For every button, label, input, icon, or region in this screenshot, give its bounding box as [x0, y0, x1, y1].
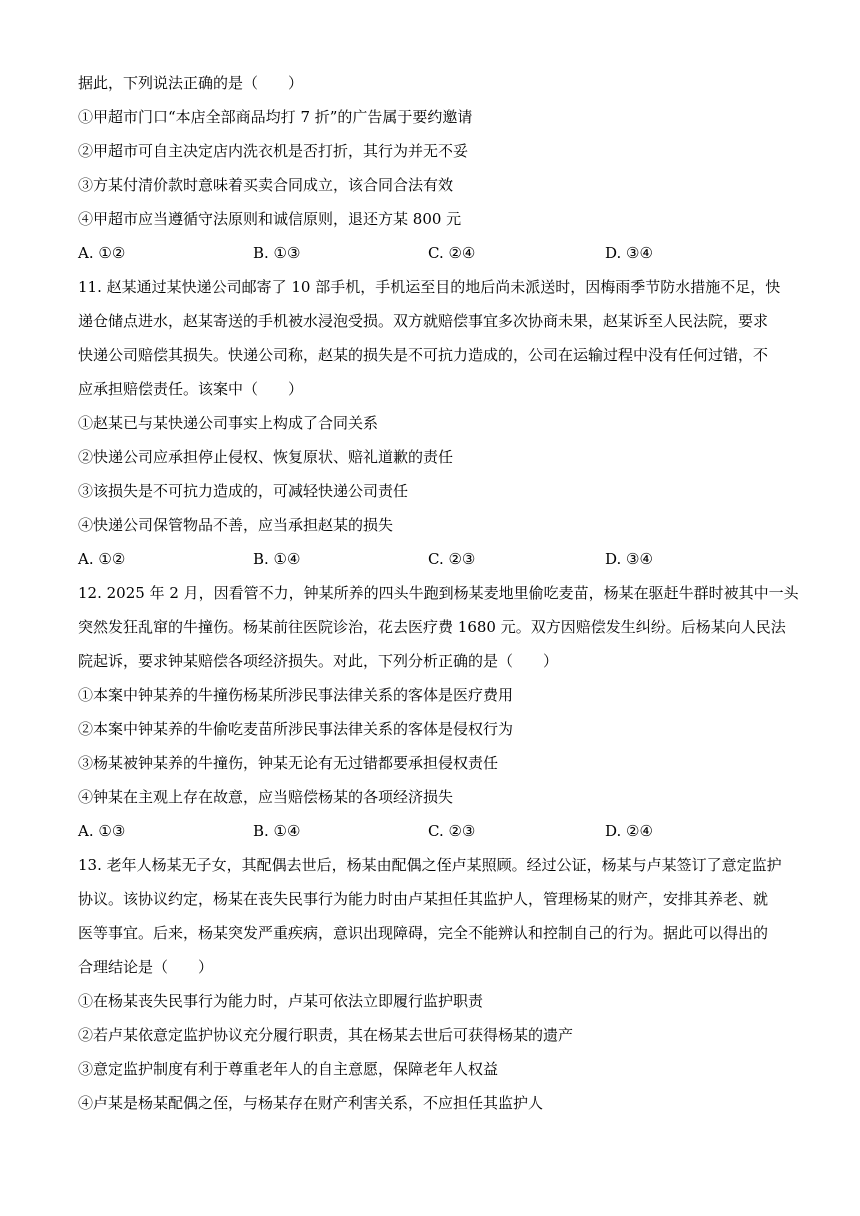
q11-stem-line-1: 11. 赵某通过某快递公司邮寄了 10 部手机，手机运至目的地后尚未派送时，因梅雨季节防水措施不足，快	[78, 278, 781, 296]
q10-option-b[interactable]: B. ①③	[253, 244, 301, 262]
q13-stem-line-1: 13. 老年人杨某无子女，其配偶去世后，杨某由配偶之侄卢某照顾。经过公证，杨某与卢某签订了意定监护	[78, 856, 782, 874]
q13-stem-line-4: 合理结论是（ ）	[78, 958, 214, 976]
q13-statement-1: ①在杨某丧失民事行为能力时，卢某可依法立即履行监护职责	[78, 992, 484, 1010]
q10-stem: 据此，下列说法正确的是（ ）	[78, 74, 304, 92]
q10-options	[78, 243, 798, 263]
q12-statement-4: ④钟某在主观上存在故意，应当赔偿杨某的各项经济损失	[78, 788, 454, 806]
q12-options	[78, 821, 798, 841]
q12-statement-3: ③杨某被钟某养的牛撞伤，钟某无论有无过错都要承担侵权责任	[78, 754, 499, 772]
q13-statement-2: ②若卢某依意定监护协议充分履行职责，其在杨某去世后可获得杨某的遗产	[78, 1026, 574, 1044]
q12-option-a[interactable]: A. ①③	[78, 822, 126, 840]
q12-option-d[interactable]: D. ②④	[605, 822, 653, 840]
q11-stem-line-2: 递仓储点进水，赵某寄送的手机被水浸泡受损。双方就赔偿事宜多次协商未果，赵某诉至人民法院，要求	[78, 312, 769, 330]
q11-option-c[interactable]: C. ②③	[428, 550, 476, 568]
q12-stem-line-1: 12. 2025 年 2 月，因看管不力，钟某所养的四头牛跑到杨某麦地里偷吃麦苗，杨某在驱赶牛群时被其中一头	[78, 584, 799, 602]
q11-statement-2: ②快递公司应承担停止侵权、恢复原状、赔礼道歉的责任	[78, 448, 454, 466]
q11-statement-3: ③该损失是不可抗力造成的，可减轻快递公司责任	[78, 482, 409, 500]
q11-stem-line-3: 快递公司赔偿其损失。快递公司称，赵某的损失是不可抗力造成的，公司在运输过程中没有任何过错，不	[78, 346, 769, 364]
q12-option-c[interactable]: C. ②③	[428, 822, 476, 840]
q10-option-d[interactable]: D. ③④	[605, 244, 653, 262]
q13-statement-4: ④卢某是杨某配偶之侄，与杨某存在财产利害关系，不应担任其监护人	[78, 1094, 544, 1112]
q13-stem-line-2: 协议。该协议约定，杨某在丧失民事行为能力时由卢某担任其监护人，管理杨某的财产，安排其养老、就	[78, 890, 769, 908]
q10-statement-3: ③方某付清价款时意味着买卖合同成立，该合同合法有效	[78, 176, 454, 194]
q12-stem-line-3: 院起诉，要求钟某赔偿各项经济损失。对此，下列分析正确的是（ ）	[78, 652, 559, 670]
q11-statement-4: ④快递公司保管物品不善，应当承担赵某的损失	[78, 516, 394, 534]
q11-option-d[interactable]: D. ③④	[605, 550, 653, 568]
q11-option-a[interactable]: A. ①②	[78, 550, 126, 568]
q10-statement-4: ④甲超市应当遵循守法原则和诚信原则，退还方某 800 元	[78, 210, 462, 228]
q13-stem-line-3: 医等事宜。后来，杨某突发严重疾病，意识出现障碍，完全不能辨认和控制自己的行为。据此可以得出的	[78, 924, 769, 942]
q10-option-c[interactable]: C. ②④	[428, 244, 476, 262]
q11-statement-1: ①赵某已与某快递公司事实上构成了合同关系	[78, 414, 379, 432]
q11-options	[78, 549, 798, 569]
q10-statement-2: ②甲超市可自主决定店内洗衣机是否打折，其行为并无不妥	[78, 142, 469, 160]
q12-stem-line-2: 突然发狂乱窜的牛撞伤。杨某前往医院诊治，花去医疗费 1680 元。双方因赔偿发生纠纷。后杨某向人民法	[78, 618, 786, 636]
q12-statement-2: ②本案中钟某养的牛偷吃麦苗所涉民事法律关系的客体是侵权行为	[78, 720, 514, 738]
q11-option-b[interactable]: B. ①④	[253, 550, 301, 568]
q12-option-b[interactable]: B. ①④	[253, 822, 301, 840]
q12-statement-1: ①本案中钟某养的牛撞伤杨某所涉民事法律关系的客体是医疗费用	[78, 686, 514, 704]
q10-statement-1: ①甲超市门口“本店全部商品均打 7 折”的广告属于要约邀请	[78, 108, 473, 126]
q11-stem-line-4: 应承担赔偿责任。该案中（ ）	[78, 380, 304, 398]
q10-option-a[interactable]: A. ①②	[78, 244, 126, 262]
q13-statement-3: ③意定监护制度有利于尊重老年人的自主意愿，保障老年人权益	[78, 1060, 499, 1078]
